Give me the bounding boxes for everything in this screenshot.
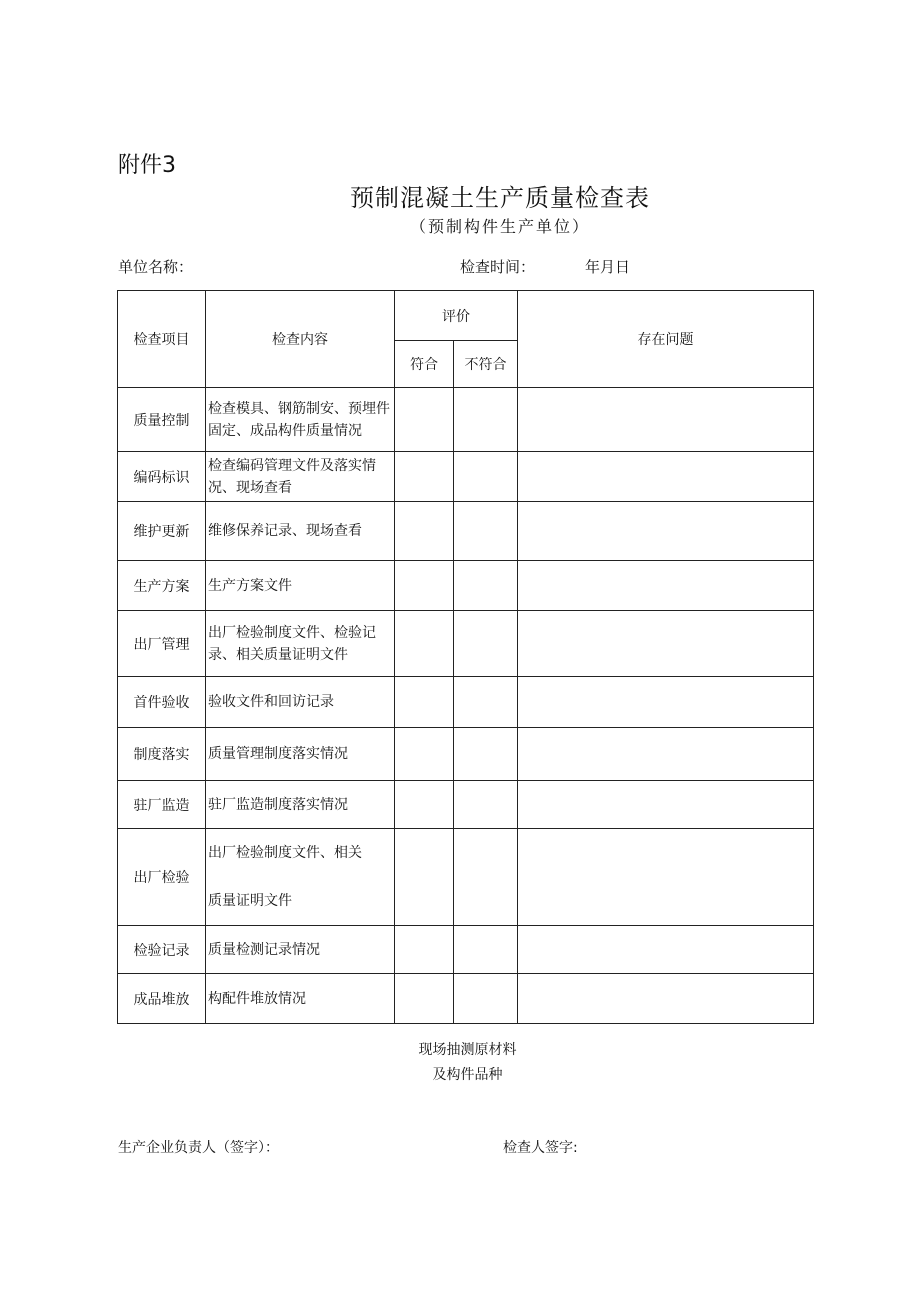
- table-row: [118, 561, 814, 611]
- row-content: 出厂检验制度文件、检验记录、相关质量证明文件: [206, 611, 395, 677]
- fail-cell[interactable]: [454, 452, 518, 502]
- fail-cell[interactable]: [454, 974, 518, 1024]
- producer-signature-label: 生产企业负责人（签字）：: [118, 1140, 279, 1156]
- row-content: 驻厂监造制度落实情况: [206, 781, 395, 829]
- row-content: 质量管理制度落实情况: [206, 728, 395, 781]
- inspection-table: [117, 290, 814, 1024]
- row-item: 首件验收: [118, 677, 206, 728]
- pass-cell[interactable]: [395, 926, 454, 974]
- row-content: 检查编码管理文件及落实情况、现场查看: [206, 452, 395, 502]
- header-issue: 存在问题: [518, 291, 814, 388]
- fail-cell[interactable]: [454, 561, 518, 611]
- row-item: 编码标识: [118, 452, 206, 502]
- extra-note: [0, 1038, 920, 1088]
- inspector-signature-label: 检查人签字:: [503, 1140, 578, 1156]
- row-content-line2: 质量证明文件: [208, 893, 292, 909]
- row-item: 维护更新: [118, 502, 206, 561]
- issue-cell[interactable]: [518, 926, 814, 974]
- pass-cell[interactable]: [395, 502, 454, 561]
- inspection-date-label: 检查时间：: [460, 258, 536, 276]
- issue-cell[interactable]: [518, 974, 814, 1024]
- pass-cell[interactable]: [395, 388, 454, 452]
- unit-name-label: 单位名称：: [118, 258, 194, 276]
- pass-cell[interactable]: [395, 611, 454, 677]
- row-item: 质量控制: [118, 388, 206, 452]
- issue-cell[interactable]: [518, 388, 814, 452]
- row-content: 验收文件和回访记录: [206, 677, 395, 728]
- row-item: 检验记录: [118, 926, 206, 974]
- fail-cell[interactable]: [454, 611, 518, 677]
- row-item: 出厂检验: [118, 829, 206, 926]
- issue-cell[interactable]: [518, 502, 814, 561]
- pass-cell[interactable]: [395, 781, 454, 829]
- pass-cell[interactable]: [395, 452, 454, 502]
- issue-cell[interactable]: [518, 728, 814, 781]
- issue-cell[interactable]: [518, 561, 814, 611]
- header-fail: 不符合: [454, 341, 518, 388]
- table-row: [118, 926, 814, 974]
- row-item: 成品堆放: [118, 974, 206, 1024]
- pass-cell[interactable]: [395, 677, 454, 728]
- extra-note-line2: 及构件品种: [432, 1067, 503, 1083]
- row-content: 维修保养记录、现场查看: [206, 502, 395, 561]
- header-item: 检查项目: [118, 291, 206, 388]
- header-pass: 符合: [395, 341, 454, 388]
- header-content: 检查内容: [206, 291, 395, 388]
- fail-cell[interactable]: [454, 781, 518, 829]
- issue-cell[interactable]: [518, 677, 814, 728]
- table-row: [118, 781, 814, 829]
- fail-cell[interactable]: [454, 926, 518, 974]
- pass-cell[interactable]: [395, 974, 454, 1024]
- row-content: 构配件堆放情况: [206, 974, 395, 1024]
- pass-cell[interactable]: [395, 728, 454, 781]
- pass-cell[interactable]: [395, 561, 454, 611]
- issue-cell[interactable]: [518, 781, 814, 829]
- table-row: [118, 611, 814, 677]
- issue-cell[interactable]: [518, 829, 814, 926]
- table-row: [118, 829, 814, 926]
- table-row: [118, 452, 814, 502]
- page-title: 预制混凝土生产质量检查表: [350, 184, 650, 212]
- row-content-line1: 出厂检验制度文件、相关: [208, 845, 362, 861]
- extra-note-line1: 现场抽测原材料: [418, 1042, 517, 1058]
- row-content: 质量检测记录情况: [206, 926, 395, 974]
- header-eval: 评价: [395, 291, 518, 341]
- row-content: 检查模具、钢筋制安、预埋件固定、成品构件质量情况: [206, 388, 395, 452]
- issue-cell[interactable]: [518, 452, 814, 502]
- fail-cell[interactable]: [454, 677, 518, 728]
- fail-cell[interactable]: [454, 728, 518, 781]
- row-content: [206, 829, 395, 926]
- table-row: [118, 388, 814, 452]
- row-item: 制度落实: [118, 728, 206, 781]
- table-row: [118, 677, 814, 728]
- attachment-label: 附件3: [118, 153, 176, 178]
- table-row: [118, 974, 814, 1024]
- date-unit-label: 年月日: [585, 258, 631, 276]
- issue-cell[interactable]: [518, 611, 814, 677]
- pass-cell[interactable]: [395, 829, 454, 926]
- row-item: 驻厂监造: [118, 781, 206, 829]
- row-content: 生产方案文件: [206, 561, 395, 611]
- fail-cell[interactable]: [454, 829, 518, 926]
- table-row: [118, 728, 814, 781]
- fail-cell[interactable]: [454, 388, 518, 452]
- fail-cell[interactable]: [454, 502, 518, 561]
- row-item: 出厂管理: [118, 611, 206, 677]
- row-item: 生产方案: [118, 561, 206, 611]
- table-row: [118, 502, 814, 561]
- page-subtitle: （预制构件生产单位）: [409, 217, 590, 236]
